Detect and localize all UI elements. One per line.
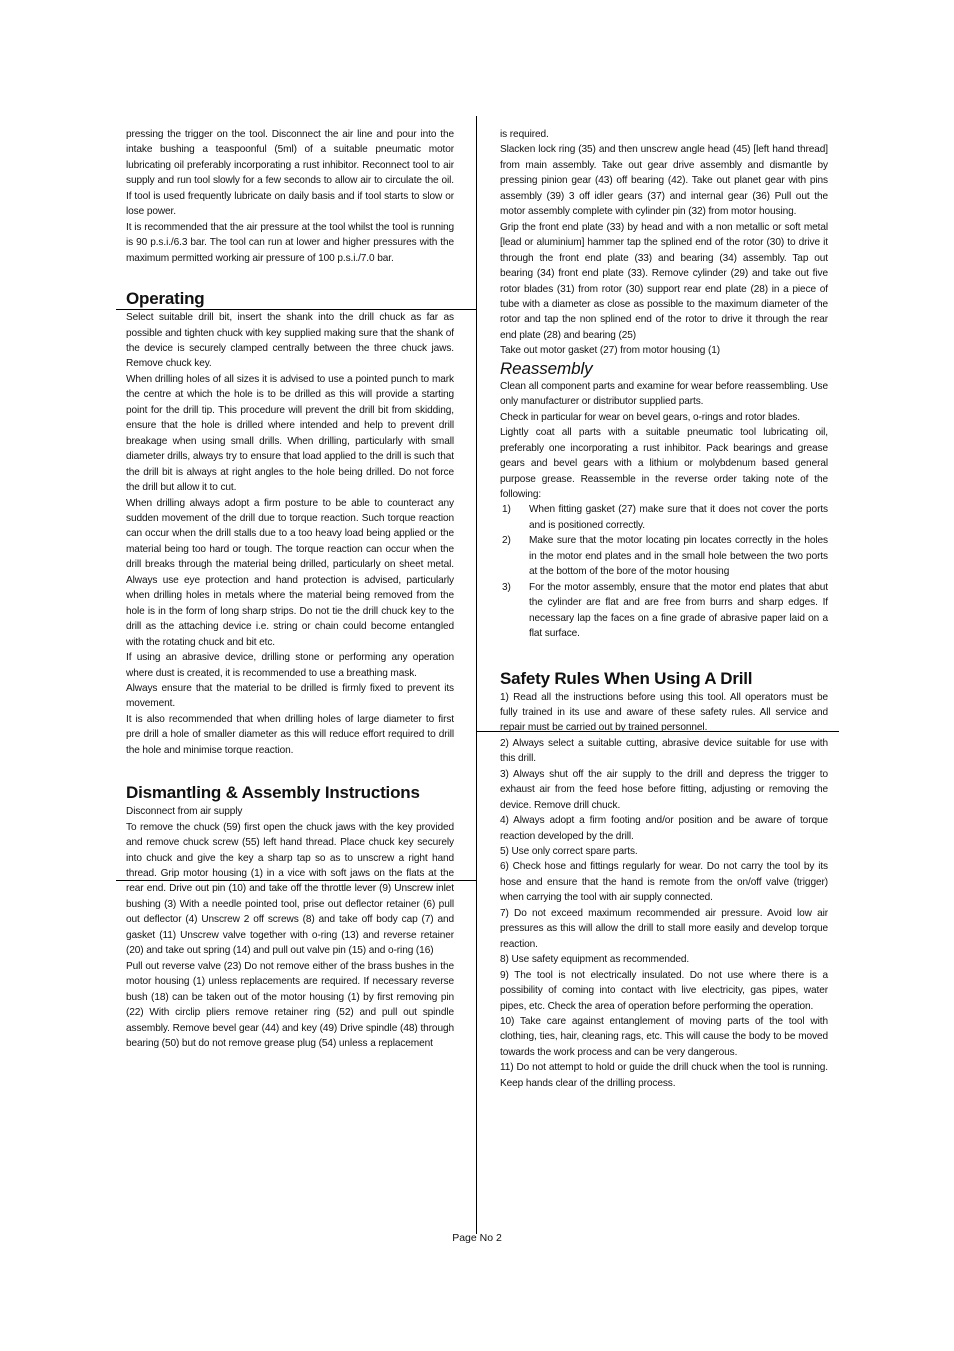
dismantling-paragraph: Pull out reverse valve (23) Do not remove either of the brass bushes in the motor housing (1) unless replacements are required. If necessary reverse bush (18) can be taken out of the motor housing (1) by first removing pin (22) With circlip pliers remove retainer ring (52) and pull out spindle assembly. Remove bevel gear (44) and key (49) Drive spindle (48) through bearing (50) but do not remove grease plug (54) unless a replacement <box>126 960 454 1050</box>
dismantling-heading: Dismantling & Assembly Instructions <box>126 783 420 803</box>
dismantling-paragraph: Disconnect from air supply <box>126 806 243 818</box>
safety-rule: 6) Check hose and fittings regularly for wear. Do not carry the tool by its hose and ensure that the hand is remote from the on/off valve (trigger) when carrying the tool with air supply connected. <box>500 861 828 904</box>
list-text: Make sure that the motor locating pin locates correctly in the holes in the motor end plates and in the small hole between the two ports at the bottom of the bore of the motor housing <box>529 535 828 578</box>
safety-rule: 3) Always shut off the air supply to the drill and depress the trigger to exhaust air from the feed hose before fitting, adjusting or removing the device. Remove drill chuck. <box>500 768 828 811</box>
operating-paragraph: Always ensure that the material to be drilled is firmly fixed to prevent its movement. <box>126 682 454 710</box>
safety-rule: 10) Take care against entanglement of moving parts of the tool with clothing, ties, hair, cleaning rags, etc. This will cause the body to be moved towards the work process and can be very dangerous. <box>500 1016 828 1058</box>
safety-rule: 2) Always select a suitable cutting, abrasive device suitable for use with this drill. <box>500 737 828 765</box>
list-item <box>500 533 828 579</box>
reassembly-paragraph: Clean all component parts and examine for wear before reassembling. Use only manufacturer or distributor supplied parts. <box>500 380 828 408</box>
operating-paragraph: Select suitable drill bit, insert the shank into the drill chuck as far as possible and tighten chuck with key supplied making sure that the shank of the device is securely clamped centrally between the three chuck jaws. Remove chuck key. <box>126 312 454 370</box>
column-divider <box>476 116 477 1234</box>
operating-paragraph: It is also recommended that when drilling holes of large diameter to first pre drill a hole of smaller diameter as this will reduce effort required to drill the hole and minimise torque reaction. <box>126 713 454 756</box>
intro-paragraph: It is recommended that the air pressure at the tool whilst the tool is running is 90 p.s.i./6.3 bar. The tool can run at lower and higher pressures with the maximum permitted working air pressure of 100 p.s.i./7.0 bar. <box>126 221 454 264</box>
reassembly-paragraph: Check in particular for wear on bevel gears, o-rings and rotor blades. <box>500 411 800 423</box>
safety-rule: 8) Use safety equipment as recommended. <box>500 954 690 966</box>
continuation-paragraph: is required. <box>500 129 549 140</box>
safety-rule: 7) Do not exceed maximum recommended air pressure. Avoid low air pressures as this will allow the drill to stall more easily and develop torque reaction. <box>500 907 828 950</box>
safety-rule: 11) Do not attempt to hold or guide the drill chuck when the tool is running. Keep hands clear of the drilling process. <box>500 1062 828 1089</box>
reassembly-paragraph: Lightly coat all parts with a suitable pneumatic tool lubricating oil, preferably one incorporating a rust inhibitor. Pack bearings and grease gears and bevel gears with a lithium or molybdenum based general purpose grease. Reassemble in the reverse order taking note of the following: <box>500 427 828 500</box>
operating-heading: Operating <box>126 289 205 309</box>
operating-paragraph: When drilling always adopt a firm posture to be able to counteract any sudden movement of the drill due to torque reaction. Such torque reaction can occur when the drill stalls due to a too heavy load being applied or the material being too hard or tough. The torque reaction can occur when the drill breaks through the material being drilled, particularly on sheet metal. Always use eye protection and hand protection is advised, particularly when drilling holes in metals where the material being removed from the hole is in the form of long sharp strips. Do not tie the drill chuck key to the drill as the attaching device i.e. string or chain could become entangled with the rotating chuck and bit etc. <box>126 497 454 648</box>
list-number: 3) <box>502 581 511 593</box>
reassembly-heading: Reassembly <box>500 358 593 378</box>
list-item <box>500 580 828 642</box>
continuation-paragraph: Take out motor gasket (27) from motor housing (1) <box>500 345 721 357</box>
left-column <box>126 127 454 1051</box>
continuation-paragraph: Slacken lock ring (35) and then unscrew angle head (45) [left hand thread] from main assembly. Take out gear drive assembly and dismantle by pressing pinion gear (43) off bearing (42). Take out planet gear with pins assembly (39) 3 off idler gears (37) and internal gear (36) Pull out the motor assembly complete with cylinder pin (32) from motor housing. <box>500 144 828 218</box>
safety-heading: Safety Rules When Using A Drill <box>500 668 753 688</box>
list-text: When fitting gasket (27) make sure that it does not cover the ports and is positioned correctly. <box>529 504 828 531</box>
list-item <box>500 502 828 533</box>
safety-rule: 9) The tool is not electrically insulated. Do not use where there is a possibility of coming into contact with live electricity, gas pipes, water pipes, etc. Check the area of operation before performing the operation. <box>500 969 828 1012</box>
right-column <box>500 127 828 1091</box>
operating-paragraph: When drilling holes of all sizes it is advised to use a pointed punch to mark the centre at which the hole is to be drilled as this will provide a starting point for the drill tip. This procedure will prevent the drill bit from skidding, ensure that the hole is drilled where intended and help to prevent drill breakage when using small drills. When drilling, particularly with small diameter drills, always try to ensure that load applied to the drill is such that the drill bit is always at right angles to the hole being drilled. Do not force the drill but allow it to cut. <box>126 373 454 494</box>
list-text: For the motor assembly, ensure that the motor end plates that abut the cylinder are flat and are free from burrs and sharp edges. If necessary lap the faces on a fine grade of abrasive paper laid on a flat surface. <box>529 581 828 640</box>
reassembly-list <box>500 502 828 641</box>
dismantling-paragraph: To remove the chuck (59) first open the chuck jaws with the key provided and remove chuck screw (55) left hand thread. Place chuck key securely into chuck and give the key a sharp tap so as to unscrew a right hand thread. Grip motor housing (1) in a vice with soft jaws on the flats at the rear end. Drive out pin (10) and take off the throttle lever (9) Unscrew inlet bushing (3) With a needle pointed tool, prise out deflector retainer (6) pull out deflector (4) Unscrew 2 off screws (8) and take off body cap (7) and gasket (11) Unscrew valve together with o-ring (13) and reverse retainer (20) and take out spring (14) and pull out valve pin (15) and o-ring (16) <box>126 821 454 957</box>
page-number: Page No 2 <box>452 1232 502 1244</box>
list-number: 1) <box>502 504 511 516</box>
intro-paragraph: pressing the trigger on the tool. Disconnect the air line and pour into the intake bushing a teaspoonful (5ml) of a suitable pneumatic motor lubricating oil preferably incorporating a rust inhibitor. Reconnect tool to air supply and run tool slowly for a few seconds to allow air to circulate the oil. If tool is used frequently lubricate on daily basis and if tool starts to slow or lose power. <box>126 129 454 218</box>
safety-rule: 1) Read all the instructions before using this tool. All operators must be fully trained in its use and aware of these safety rules. All service and repair must be carried out by trained personnel. <box>500 691 828 734</box>
safety-rule: 5) Use only correct spare parts. <box>500 846 638 858</box>
list-number: 2) <box>502 535 511 547</box>
operating-paragraph: If using an abrasive device, drilling stone or performing any operation where dust is created, it is recommended to use a breathing mask. <box>126 652 454 679</box>
continuation-paragraph: Grip the front end plate (33) by head and with a non metallic or soft metal [lead or aluminium] hammer tap the splined end of the rotor (30) to drive it through the front end plate (33) and bearing (34) assembly. Tap out bearing (34) front end plate (33). Remove cylinder (29) and take out five rotor blades (31) from rotor (30) support rear end plate (28) in a piece of tube with a diameter as close as possible to the maximum diameter of the rotor and tap the non splined end of the rotor to drive it through the rear end plate (28) and bearing (25) <box>500 221 828 341</box>
safety-rule: 4) Always adopt a firm footing and/or position and be aware of torque reaction developed by the drill. <box>500 815 828 842</box>
